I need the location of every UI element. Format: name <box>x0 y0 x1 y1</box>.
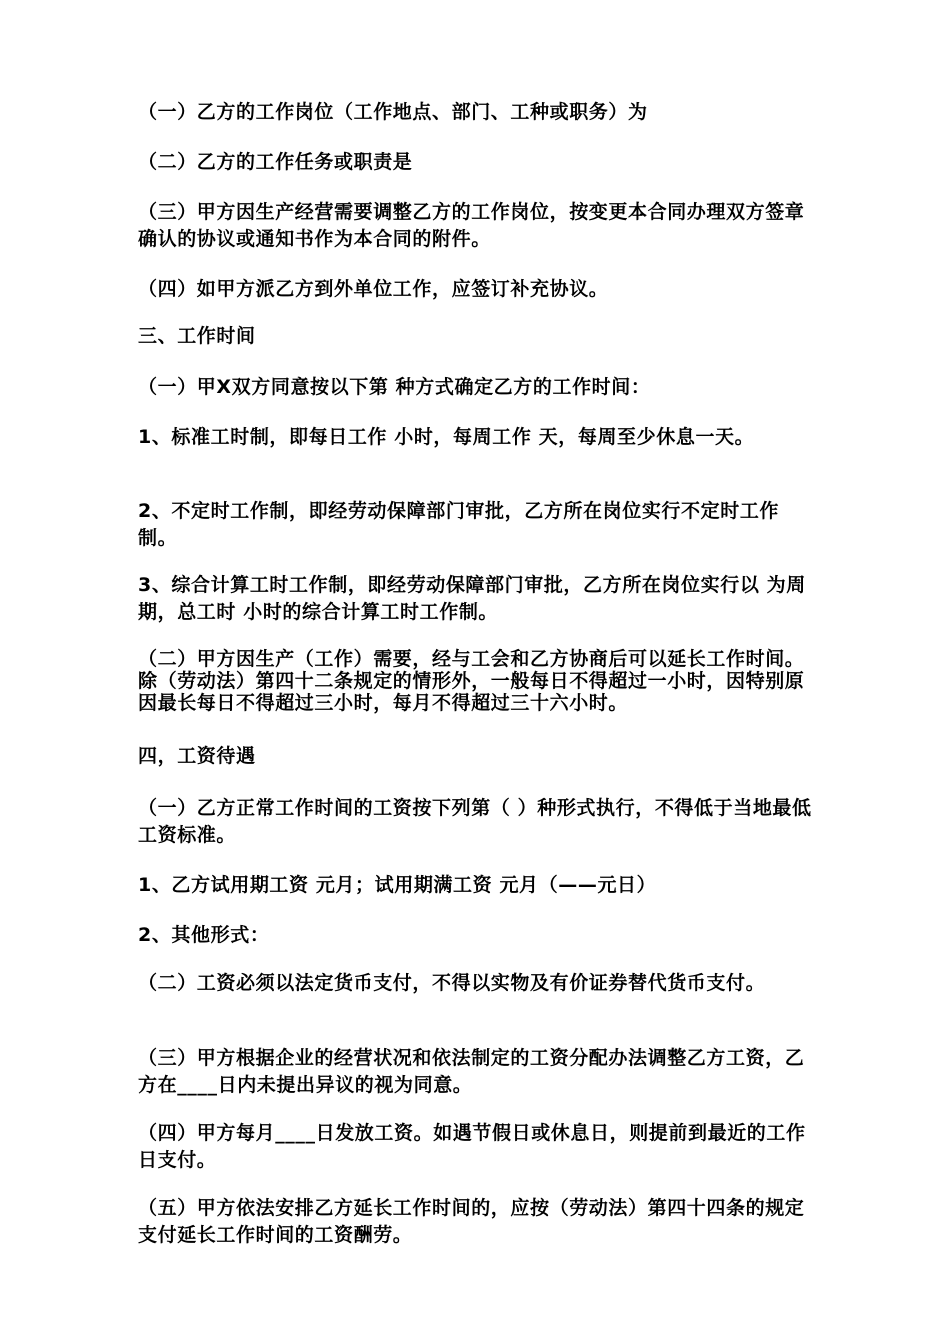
paragraph-currency-payment: （二）工资必须以法定货币支付，不得以实物及有价证券替代货币支付。 <box>138 972 766 994</box>
section-heading-work-time: 三、工作时间 <box>138 325 256 347</box>
paragraph-probation-wage: 1、乙方试用期工资 元月；试用期满工资 元月（——元日） <box>138 874 657 896</box>
section-heading-wages: 四，工资待遇 <box>138 745 256 767</box>
paragraph-position-change: （三）甲方因生产经营需要调整乙方的工作岗位，按变更本合同办理双方签章确认的协议或通知书作为本合同的附件。 <box>138 201 805 250</box>
paragraph-wage-form: （一）乙方正常工作时间的工资按下列第（ ）种形式执行，不得低于当地最低工资标准。 <box>138 797 812 846</box>
paragraph-wage-adjustment: （三）甲方根据企业的经营状况和依法制定的工资分配办法调整乙方工资，乙方在____日内未提出异议的视为同意。 <box>138 1047 805 1096</box>
paragraph-combined-hours: 3、综合计算工时工作制，即经劳动保障部门审批，乙方所在岗位实行以 为周期，总工时 小时的综合计算工时工作制。 <box>138 574 806 623</box>
paragraph-overtime: （二）甲方因生产（工作）需要，经与工会和乙方协商后可以延长工作时间。除（劳动法）第四十二条规定的情形外，一般每日不得超过一小时，因特别原因最长每日不得超过三小时，每月不得超过三十六小时。 <box>138 648 805 714</box>
paragraph-work-time-method: （一）甲X双方同意按以下第 种方式确定乙方的工作时间： <box>138 376 651 398</box>
paragraph-external-work: （四）如甲方派乙方到外单位工作，应签订补充协议。 <box>138 278 609 300</box>
paragraph-standard-hours: 1、标准工时制，即每日工作 小时，每周工作 天，每周至少休息一天。 <box>138 426 755 448</box>
paragraph-job-duties: （二）乙方的工作任务或职责是 <box>138 151 413 173</box>
paragraph-other-forms: 2、其他形式： <box>138 924 270 946</box>
paragraph-job-position: （一）乙方的工作岗位（工作地点、部门、工种或职务）为 <box>138 101 648 123</box>
paragraph-overtime-pay: （五）甲方依法安排乙方延长工作时间的，应按（劳动法）第四十四条的规定支付延长工作时间的工资酬劳。 <box>138 1197 805 1246</box>
paragraph-pay-day: （四）甲方每月____日发放工资。如遇节假日或休息日，则提前到最近的工作日支付。 <box>138 1122 806 1171</box>
paragraph-flexible-hours: 2、不定时工作制，即经劳动保障部门审批，乙方所在岗位实行不定时工作制。 <box>138 500 780 549</box>
